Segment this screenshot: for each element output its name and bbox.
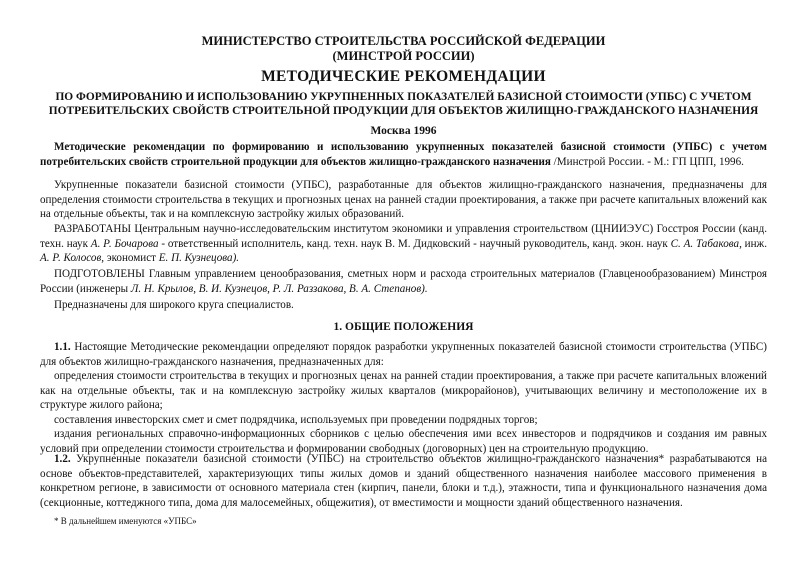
citation-title: Методические рекомендации по формированию и использованию укрупненных показателей базисной стоимости (УПБС) с учетом потребительских свойств строительной продукции для объектов жилищно-гражданского назначения: [40, 141, 767, 168]
author-name: А. Р. Колосов,: [40, 252, 105, 264]
list-item: определения стоимости строительства в текущих и прогнозных ценах на ранней стадии проектирования, а также при расчете капитальных вложений как на отдельные объекты, так и на комплексную застройку жилых кварталов (микрорайонов), учитывающих величину и местоположение их в структуре жилого района;: [40, 370, 767, 411]
list-item: издания региональных справочно-информационных сборников с целью обеспечения ими всех инвесторов и подрядчиков и создания им равных условий при определении стоимости строительства и формировании свободных (договорных) цен на строительную продукцию.: [40, 428, 767, 455]
document-title: ПО ФОРМИРОВАНИЮ И ИСПОЛЬЗОВАНИЮ УКРУПНЕННЫХ ПОКАЗАТЕЛЕЙ БАЗИСНОЙ СТОИМОСТИ (УПБС) С УЧЕТОМ ПОТРЕБИТЕЛЬСКИХ СВОЙСТВ СТРОИТЕЛЬНОЙ ПРОДУКЦИИ ДЛЯ ОБЪЕКТОВ ЖИЛИЩНО-ГРАЖДАНСКОГО НАЗНАЧЕНИЯ: [48, 91, 759, 117]
developed-paragraph: [40, 222, 767, 266]
clause-text: Настоящие Методические рекомендации определяют порядок разработки укрупненных показателей базисной стоимости строительства (УПБС) для объектов жилищно-гражданского назначения, предназначенных для:: [40, 341, 767, 368]
clause-number: 1.1.: [54, 341, 71, 353]
ministry-abbrev: (МИНСТРОЙ РОССИИ): [332, 49, 475, 63]
footnote: * В дальнейшем именуются «УПБС»: [54, 516, 197, 526]
city-year: Москва 1996: [370, 125, 437, 137]
clause-number: 1.2.: [54, 453, 71, 465]
developed-text: экономист: [104, 252, 159, 264]
clause-text: Укрупненные показатели базисной стоимости (УПБС) на строительство объектов жилищно-гражданского назначения* разрабатываются на основе объектов-представителей, характеризующих типы жилых домов и зданий общественного назначения наиболее массового применения в конкретном регионе, в зависимости от основного материала стен (кирпич, панели, блоки и т.д.), этажности, типа и функционального назначения дома (секционные, коттеджного типа, дома для малосемейных, общежития), от вместимости и мощности зданий общественного назначения.: [40, 453, 767, 509]
clause-1-1: [40, 340, 767, 369]
intro-paragraph: Укрупненные показатели базисной стоимости (УПБС), разработанные для объектов жилищно-гражданского назначения, предназначены для определения стоимости строительства в текущих и прогнозных ценах на ранней стадии проектирования, а также при расчете капитальных вложений как на отдельные объекты, так и на комплексную застройку жилых образований.: [40, 179, 767, 220]
author-name: С. А. Табакова,: [670, 237, 742, 250]
developed-text: - ответственный исполнитель, канд. техн. наук В. М. Дидковский - научный руководитель, канд. экон. наук: [158, 237, 671, 250]
ministry-name: МИНИСТЕРСТВО СТРОИТЕЛЬСТВА РОССИЙСКОЙ ФЕДЕРАЦИИ: [201, 34, 606, 48]
prepared-lead: ПОДГОТОВЛЕНЫ Главным управлением ценообразования, сметных норм и расхода строительных материалов (Главценообразованием) Минстроя России (инженеры: [40, 268, 767, 295]
clause-1-2: [40, 452, 767, 510]
author-name: Е. П. Кузнецова).: [158, 252, 240, 264]
developed-lead: РАЗРАБОТАНЫ Центральным научно-исследовательским институтом экономики и управления строительством (ЦНИИЭУС) Госстроя России (канд. техн. наук: [40, 223, 767, 250]
developed-text: инж.: [741, 237, 767, 250]
audience-paragraph: Предназначены для широкого круга специалистов.: [54, 299, 294, 311]
prepared-paragraph: [40, 267, 767, 296]
ministry-header: [0, 34, 807, 64]
citation-paragraph: [40, 140, 767, 169]
author-name: А. Р. Бочарова: [90, 237, 159, 250]
engineer-names: Л. Н. Крылов, В. И. Кузнецов, Р. Л. Раззакова, В. А. Степанов).: [130, 282, 428, 295]
section-heading: 1. ОБЩИЕ ПОЛОЖЕНИЯ: [333, 321, 474, 333]
document-type: МЕТОДИЧЕСКИЕ РЕКОМЕНДАЦИИ: [261, 68, 546, 85]
citation-source: /Минстрой России. - М.: ГП ЦПП, 1996.: [550, 155, 744, 168]
list-item: составления инвесторских смет и смет подрядчика, используемых при проведении подрядных торгов;: [54, 414, 538, 426]
